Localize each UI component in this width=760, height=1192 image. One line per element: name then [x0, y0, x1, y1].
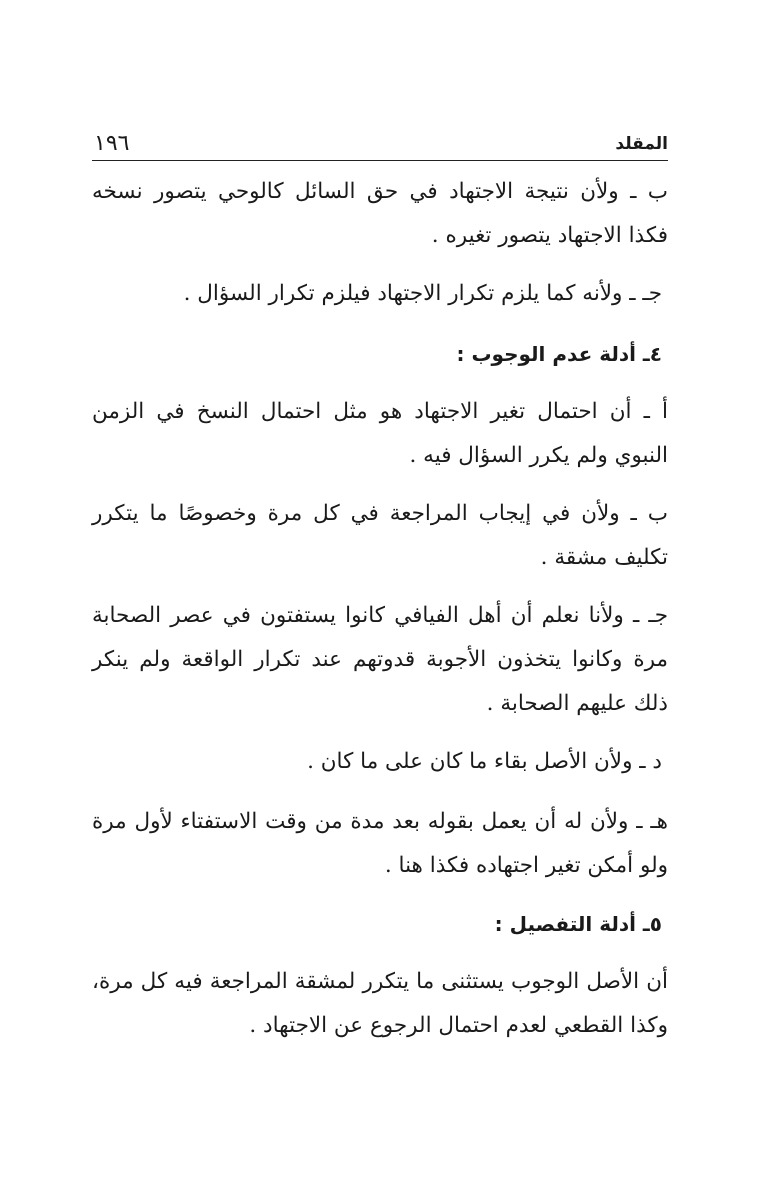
- chapter-title: المقلد: [615, 134, 668, 154]
- paragraph-a-2: أ ـ أن احتمال تغير الاجتهاد هو مثل احتمال النسخ في الزمن النبوي ولم يكرر السؤال فيه .: [92, 399, 668, 468]
- page-header: [92, 120, 668, 161]
- section-heading-5: ٥ـ أدلة التفصيل :: [494, 912, 662, 936]
- paragraph-b-1: ب ـ ولأن نتيجة الاجتهاد في حق السائل كالوحي يتصور نسخه فكذا الاجتهاد يتصور تغيره .: [92, 179, 668, 248]
- paragraph-d-2: د ـ ولأن الأصل بقاء ما كان على ما كان .: [307, 749, 662, 774]
- section-heading-4: ٤ـ أدلة عدم الوجوب :: [456, 342, 662, 366]
- page-body: [92, 170, 668, 1062]
- paragraph-j-2: جـ ـ ولأنا نعلم أن أهل الفيافي كانوا يستفتون في عصر الصحابة مرة وكانوا يتخذون الأجوبة قدوتهم عند تكرار الواقعة ولم ينكر ذلك عليهم الصحابة .: [92, 603, 668, 716]
- paragraph-j-1: جـ ـ ولأنه كما يلزم تكرار الاجتهاد فيلزم تكرار السؤال .: [183, 281, 662, 306]
- paragraph-h-2: هـ ـ ولأن له أن يعمل بقوله بعد مدة من وقت الاستفتاء لأول مرة ولو أمكن تغير اجتهاده فكذا هنا .: [92, 809, 668, 878]
- paragraph-b-2: ب ـ ولأن في إيجاب المراجعة في كل مرة وخصوصًا ما يتكرر تكليف مشقة .: [92, 501, 668, 570]
- paragraph-final: أن الأصل الوجوب يستثنى ما يتكرر لمشقة المراجعة فيه كل مرة، وكذا القطعي لعدم احتمال الرجوع عن الاجتهاد .: [92, 969, 668, 1038]
- page-number: ١٩٦: [94, 131, 130, 156]
